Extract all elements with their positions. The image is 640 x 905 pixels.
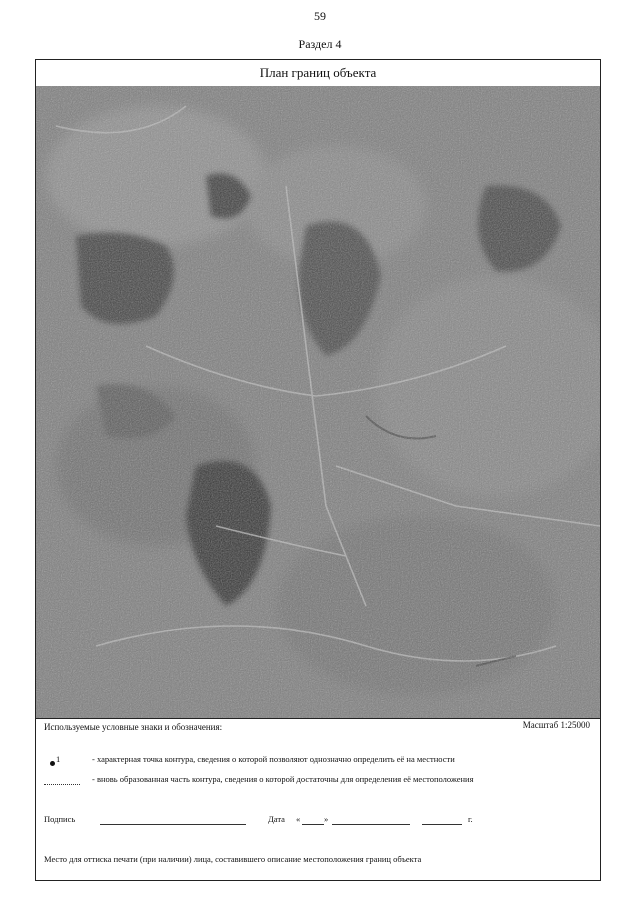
dotted-line-icon [44,784,80,785]
line-symbol [44,774,84,785]
section-title: Раздел 4 [298,37,342,51]
point-number: 1 [56,754,61,764]
date-label: Дата [268,814,285,824]
scale-label: Масштаб 1:25000 [522,720,590,730]
signature-label: Подпись [44,814,76,824]
point-symbol [44,754,84,766]
date-day-field[interactable] [302,814,324,825]
signature-field[interactable] [100,814,246,825]
aerial-map[interactable] [36,86,600,719]
date-month-field[interactable] [332,814,410,825]
stamp-place-text: Место для оттиска печати (при наличии) лица, составившего описание местоположения границ объекта [44,854,422,864]
quote-open: « [296,814,301,824]
legend-heading: Используемые условные знаки и обозначения: [44,722,223,732]
year-suffix: г. [468,814,473,824]
page-number: 59 [314,9,326,23]
line-description: - вновь образованная часть контура, сведения о которой достаточны для определения её местоположения [92,774,474,784]
point-dot-icon [50,761,55,766]
quote-close: » [324,814,329,824]
plan-frame [35,59,601,881]
date-year-field[interactable] [422,814,462,825]
plan-title: План границ объекта [36,60,600,87]
point-description: - характерная точка контура, сведения о которой позволяют однозначно определить её на местности [92,754,455,764]
aerial-image [36,86,600,718]
